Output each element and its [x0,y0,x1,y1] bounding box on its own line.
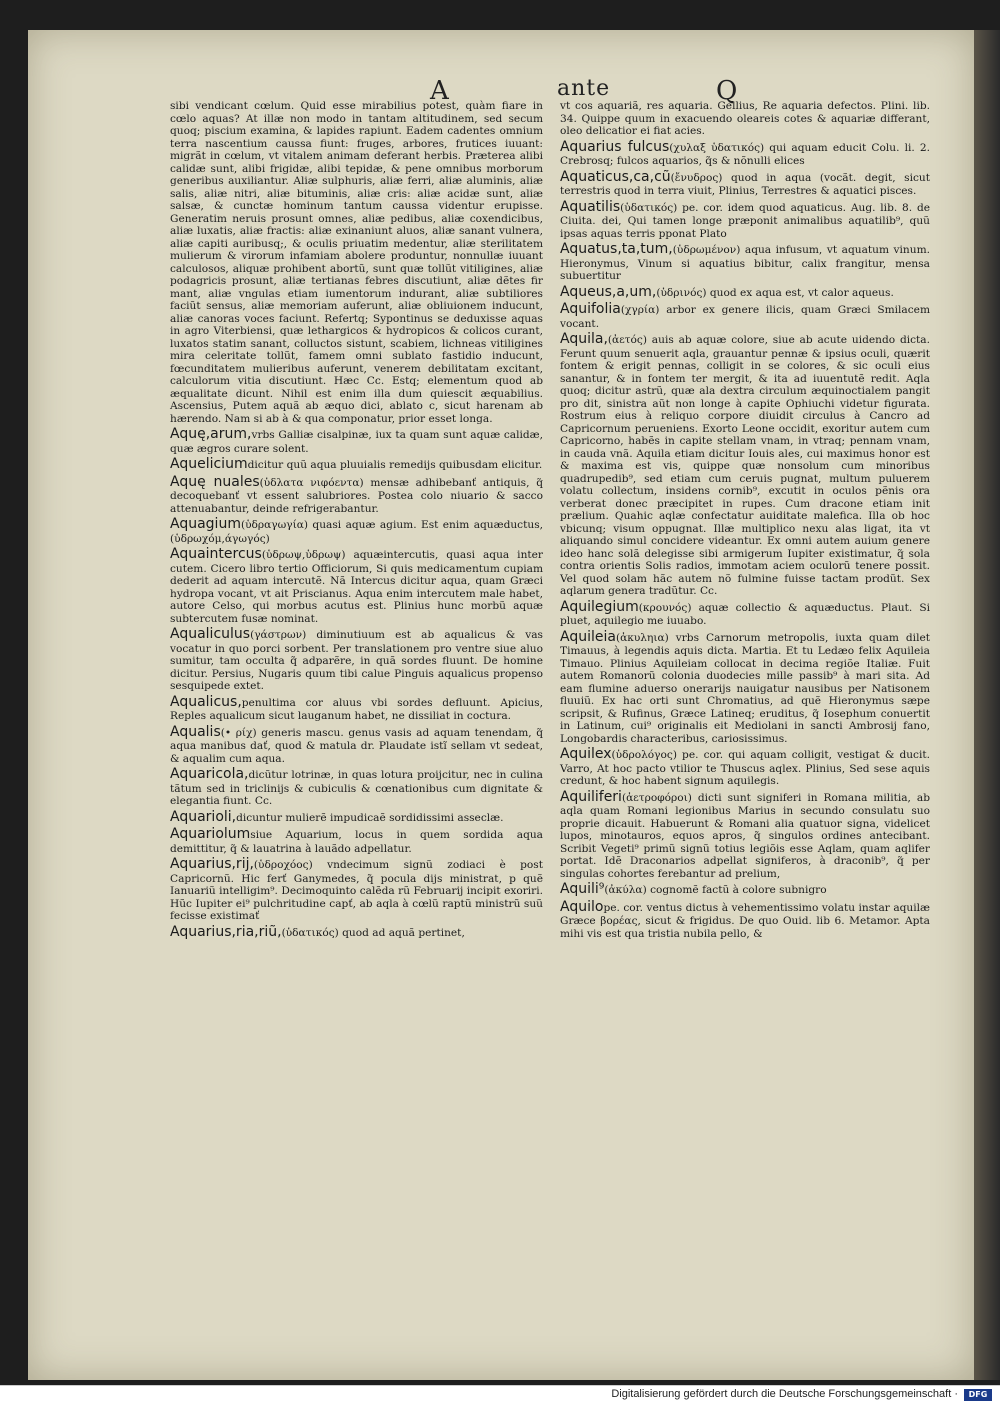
entry-text: dicũtur lotrinæ, in quas lotura proijcitur, nec in culina tãtum sed in triclinijs & cubiculis & cœnationibus cum dignitate & elegantia fiunt. Cc. [170,769,543,808]
dictionary-entry [170,100,543,425]
entry-text: (κρουνός) aquæ collectio & aquæductus. Plaut. Si pluet, aquilegio me iuuabo. [560,601,930,628]
entry-headword: Aqueus,a,um, [560,283,657,300]
entry-text: vrbs Galliæ cisalpinæ, iux ta quam sunt aquæ calidæ, quæ ægros curare solent. [170,429,543,455]
dictionary-entry [560,100,930,138]
dictionary-entry [560,169,930,198]
entry-headword: Aquelicium [170,456,248,473]
dfg-logo: DFG [964,1389,992,1401]
entry-headword: Aquę,arum, [170,426,252,442]
entry-headword: Aquilex [560,746,612,763]
dictionary-entry [560,899,930,941]
dictionary-entry [560,599,930,628]
entry-text: (ἀκυληια) vrbs Carnorum metropolis, iuxta quam dilet Timauus, à legendis aquis dicta. Martia. Et tu Ledæo felix Aquileia Timauo. Plinius Aquileiam collocat in decima regiõe Italiæ. Fuit autem Romanorũ colonia duodecies mille passib⁹ à mari sita. Ad eam flumine aduerso onerarijs nauigatur nausibus per Natisonem fluuiũ. Ex hac orti sunt Chromatius, ad quẽ Hieronymus sæpe scripsit, & Rufinus, Græce Latineq; eruditus, q̃ Iosephum conuertit in Latinum, cui⁹ originalis eit Mediolani in sancti Ambrosij fano, Longobardis characteribus, cariosissimus. [560,631,930,745]
dictionary-entry [170,924,543,941]
entry-text: siue Aquarium, locus in quem sordida aqua demittitur, q̃ & lauatrina à lauãdo adpellatur. [170,829,543,855]
entry-text: (ὑδρωμένον) aqua infusum, vt aquatum vinum. Hieronymus, Vinum si aquatius bibitur, calix frangitur, mensa subuertitur [560,244,930,283]
entry-headword: Aquatilis [560,198,621,215]
entry-headword: Aquarius fulcus [560,138,670,155]
entry-headword: Aquileia [560,628,616,645]
entry-headword: Aquilo [560,898,604,915]
dictionary-entry [560,284,930,301]
entry-headword: Aquaricola, [170,766,249,783]
entry-headword: Aquarioli, [170,808,237,825]
entry-text: (χγρία) arbor ex genere ilicis, quam Græci Smilacem vocant. [560,304,930,330]
footer-bar [0,1385,1000,1405]
entry-headword: Aqualis [170,723,221,740]
dictionary-entry [170,546,543,625]
dictionary-entry [170,474,543,516]
entry-text: dicuntur mulierẽ impudicaẽ sordidissimi asseclæ. [236,811,504,824]
entry-text: (ἀκύλα) cognomẽ factũ à colore subnigro [604,884,827,897]
dictionary-entry [170,826,543,855]
entry-text: (ὑδρωψ,ὑδρωψ) aquæintercutis, quasi aqua inter cutem. Cicero libro tertio Officiorum, Si quis medicamentum cupiam dederit ad aquam intercutẽ. Nã Intercus dicitur aqua, quam Græci hydropa vocant, vt ait Priscianus. Aqua enim intercutem male habet, autore Celso, qui morbus acutus est. Plinius hunc morbũ aquæ subtercutem fusæ nominat. [170,549,543,625]
entry-headword: Aquariolum [170,826,251,843]
entry-headword: Aquę nuales [170,473,260,490]
entry-text: penultima cor aluus vbi sordes defluunt. Apicius, Reples aqualicum sicut lauganum habet, ne dissiliat in coctura. [170,696,543,723]
entry-text: (ὑδρινός) quod ex aqua est, vt calor aqueus. [656,286,894,299]
dictionary-entry [170,809,543,826]
dictionary-entry [170,516,543,545]
entry-headword: Aquarius,rij, [170,856,254,873]
dictionary-entry [560,331,930,598]
entry-text: (χυλαξ ὑδατικός) qui aquam educit Colu. li. 2. Crebrosq; fulcos aquarios, q̃s & nõnulli elices [560,141,930,168]
entry-headword: Aquiliferi [560,788,622,805]
dictionary-entry [560,301,930,330]
dictionary-entry [560,746,930,788]
entry-headword: Aquilegium [560,598,639,615]
right-column [560,100,930,941]
header-word: ante [557,76,611,101]
dictionary-entry [170,856,543,923]
entry-text: (ἔνυδρος) quod in aqua (vocãt. degit, sicut terrestris quod in terra viuit, Plinius, Terrestres & aquatici pisces. [560,171,930,198]
entry-headword: Aquaticus,ca,cũ [560,168,671,185]
dictionary-entry [560,199,930,241]
entry-text: (ὑδρολόγος) pe. cor. qui aquam colligit, vestigat & ducit. Varro, At hoc pacto vtilior te Thuscus aqlex. Plinius, Sed sese aquis credunt, & hoc habent signum aquilegis. [560,749,930,788]
entry-headword: Aquaintercus [170,546,262,563]
entry-text: pe. cor. ventus dictus à vehementissimo volatu instar aquilæ Græce βορέας, sicut & frigidus. De quo Ouid. lib 6. Metamor. Apta mihi vis est qua tristia nubila pello, & [560,901,930,940]
page-edge [974,30,1000,1380]
dictionary-entry [170,694,543,723]
entry-text: dicitur quũ aqua pluuialis remedijs quibusdam elicitur. [247,459,543,472]
entry-headword: Aquatus,ta,tum, [560,241,673,258]
entry-headword: Aqualicus, [170,693,242,710]
header-letter-right: Q [716,76,739,106]
entry-text: (ὑδατικός) quod ad aquã pertinet, [281,926,465,939]
entry-text: (ὑδροχόος) vndecimum signũ zodiaci è post Capricornũ. Hic ferť Ganymedes, q̃ pocula dijs ministrat, p quẽ Ianuariũ intelligim⁹. Decimoquinto calẽda rũ Februarij incipit exoriri. Hũc Iupiter ei⁹ pulchritudine capť, ab aqla à cœlũ raptũ ministrũ suũ fecisse existimať [170,859,543,923]
entry-text: sibi vendicant cœlum. Quid esse mirabilius potest, quàm fiare in cœlo aquas? At illæ non modo in tantam altitudinem, sed secum quoq; piscium examina, & lapides rapiunt. Eadem cadentes omnium terra nascentium caussa fiunt: fruges, arbores, frutices iuuant: migrãt in cœlum, vt vitalem animam deferant herbis. Præterea alibi calidæ sunt, alibi frigidæ, alibi tepidæ, & pene omnibus morborum generibus auxiliantur. Aliæ sulphuris, aliæ ferri, aliæ aluminis, aliæ salis, aliæ nitri, aliæ bituminis, aliæ cris: aliæ acidæ sunt, aliæ salsæ, & cunctæ hominum tantum caussa videntur erupisse. Generatim neruis prosunt omnes, aliæ pedibus, aliæ coxendicibus, aliæ luxatis, aliæ fractis: aliæ exinaniunt aluos, aliæ sanant vulnera, aliæ capiti auribusq;, & oculis priuatim medentur, aliæ sterilitatem mulierum & virorum infamiam abolere produntur, nonnullæ iuuant calculosos, aliquæ prohibent abortũ, sunt quæ tollũt vitiligines, aliæ podagricis prosunt, aliæ tertianas febres discutiunt, aliæ dẽtes fir mant, aliæ vngulas etiam iumentorum indurant, aliæ subtiliores faciũt sensus, aliæ memoriam auferunt, aliæ obliuionem inducunt, aliæ canoras voces faciunt. Refertq; Sypontinus se deduxisse aquas in agro Viterbiensi, quæ lethargicos & hydropicos & colicos curant, luxatos statim sanant, colluctos sistunt, scabiem, lichneas vitiligines mira celeritate tollũt, famem omni sublato fastidio inducunt, fœcunditatem mulieribus auferunt, venerem debilitatam excitant, calculorum vitia discutiunt. Hæc Cc. Estq; elementum quod ab æqualitate dicunt. Nihil est enim illa dum quiescit æquabilius. Ascensius, Putem aquã ab æquo dici, ablato c, sicut harenam ab hærendo. Nam si ab à & qua componatur, prior esset longa. [170,100,543,425]
dictionary-entry [560,139,930,168]
entry-headword: Aquili⁹ [560,881,605,898]
entry-headword: Aquagium [170,516,241,533]
dictionary-entry [170,456,543,473]
entry-text: (ἀετός) auis ab aquæ colore, siue ab acute uidendo dicta. Ferunt quum senuerit aqla, grauantur pennæ & ipsius oculi, quærit fontem & erigit pennas, colligit in se colores, & sic oculi eius sanantur, & in fontem ter mergit, & ita ad iuuentutẽ redit. Aqla quoq; dicitur astrũ, quæ ala dextra circulum æquinoctialem pangit pro dit, sinistra aũt non longe à capite Ophiuchi videtur figurata. Rostrum eius à reliquo corpore diuidit circulus à Cancro ad Capricornum perueniens. Exorto Leone occidit, exoritur autem cum Capricorno, habẽs in capite stellam vnam, in vtraq; pennam vnam, in cauda vnã. Aquila etiam dicitur Iouis ales, cui maximus honor est & maxima est vis, quippe quæ nonsolum cum minoribus quadrupedib⁹, sed etiam cum ceruis pugnat, multum puluerem volatu collectum, insidens cornib⁹, excutit in oculos pẽnis ora verberat donec præcipitet in rupes. Cum dracone etiam init prælium. Quahic aqlæ confectatur auiditate malefica. Illa ob hoc vbicunq; visum oppugnat. Illæ multiplico nexu alas ligat, ita vt aliquando simul concidere videantur. Ex omni autem auium genere ideo hanc solã delegisse sibi armigerum Iupiter existimatur, q̃ sola contra orientis Solis radios, immotam aciem oculorũ tenere possit. Vel quod solam hãc autem nõ fulmine fuisse tactam prodũt. Sex aqlarum genera tradũtur. Cc. [560,334,930,598]
entry-text: (γάστρων) diminutiuum est ab aqualicus & vas vocatur in quo porci sorbent. Per translationem pro ventre siue aluo sumitur, tam occulta q̃ adparẽre, in quã sordes fluunt. De homine dicitur. Persius, Nugaris quum tibi calue Pinguis aqualicus propenso sesquipede extet. [170,629,543,693]
dictionary-entry [560,241,930,283]
dictionary-entry [560,629,930,746]
dictionary-entry [170,626,543,693]
left-column [170,100,543,941]
header-letter-left: A [430,76,450,106]
entry-text: (ὑδατικός) pe. cor. idem quod aquaticus. Aug. lib. 8. de Ciuita. dei, Qui tamen longe præponit animalibus aquatilib⁹, quũ ipsas aquas terris pponat Plato [560,201,930,240]
dictionary-entry [560,789,930,881]
entry-headword: Aquifolia [560,301,621,318]
dictionary-entry [560,881,930,898]
entry-text: (ὑδραγωγία) quasi aquæ agium. Est enim aquæductus, (ὑδρωχόμ,άγωγός) [170,519,543,545]
entry-headword: Aquarius,ria,riũ, [170,923,282,940]
entry-text: (ὑδλατα νιφόεντα) mensæ adhibebanť antiquis, q̃ decoquebanť vt essent salubriores. Postea colo niuario & sacco attenuabantur, deinde refrigerabantur. [170,476,543,515]
dictionary-entry [170,724,543,766]
dictionary-entry [170,426,543,455]
entry-headword: Aqualiculus [170,626,251,643]
entry-text: vt cos aquariã, res aquaria. Gellius, Re aquaria defectos. Plini. lib. 34. Quippe quum in exacuendo oleareis cotes & aquariæ differant, oleo delicatior ei fiat acies. [560,100,930,137]
footer-text: Digitalisierung gefördert durch die Deutsche Forschungsgemeinschaft · [611,1388,958,1400]
entry-headword: Aquila, [560,331,608,348]
entry-text: (ἀετροφόροι) dicti sunt signiferi in Romana militia, ab aqla quam Romani legionibus Marius in secundo consulatu suo proprie dicauit. Habuerunt & Romani alia quatuor signa, videlicet lupos, minotauros, equos apros, q̃ singulos ordines antecibant. Scribit Vegeti⁹ primũ signũ totius legiõis esse Aqlam, quam aqlifer portat. Idẽ Draconarios adpellat signiferos, à draconib⁹, q̃ per singulas cohortes ferebantur ad prelium, [560,791,930,880]
entry-text: (• ρίχ) generis mascu. genus vasis ad aquam tenendam, q̃ aqua manibus dať, quod & matula dr. Plaudate istĩ sellam vt sedeat, & aqualim cum aqua. [170,726,543,765]
dictionary-entry [170,766,543,808]
